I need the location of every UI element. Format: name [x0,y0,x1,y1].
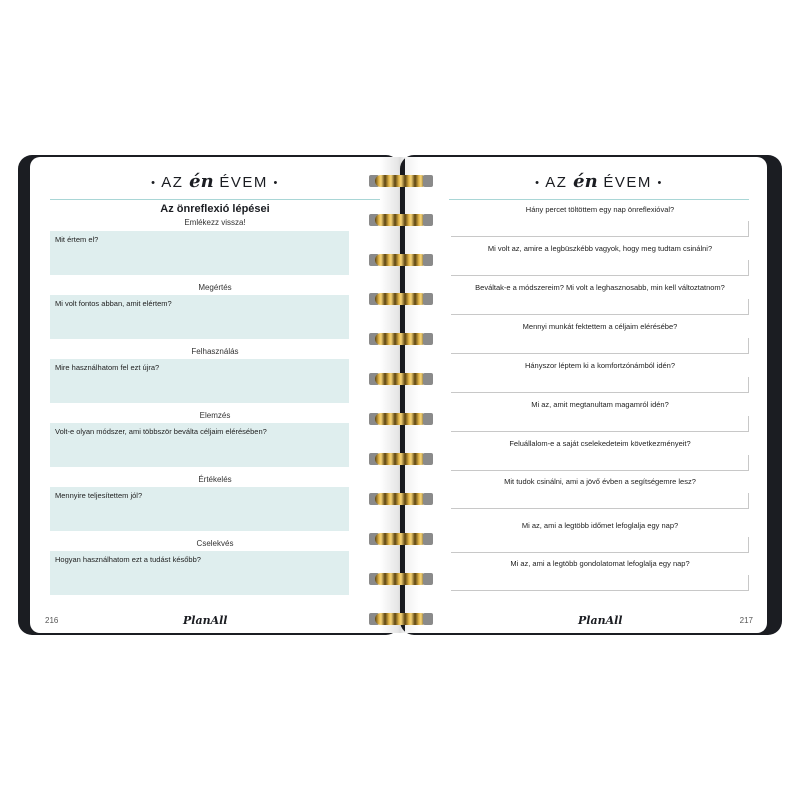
page-title: Az önreflexió lépései [160,203,270,215]
binding-ring [369,491,433,507]
answer-line[interactable] [451,537,749,553]
section-label: Megértés [198,283,232,292]
answer-line[interactable] [451,299,749,315]
planall-logo: PlanAll [183,614,228,627]
reflection-box[interactable]: Mennyire teljesítettem jól? [50,487,349,531]
reflection-box[interactable]: Mit értem el? [50,231,349,275]
question-text: Mi az, ami a legtöbb időmet lefoglalja egy nap? [521,521,679,530]
spine-shadow [380,157,420,633]
binding-ring [369,291,433,307]
binding-ring [369,212,433,228]
reflection-box[interactable]: Mire használhatom fel ezt újra? [50,359,349,403]
reflection-box[interactable]: Mi volt fontos abban, amit elértem? [50,295,349,339]
binding-ring [369,371,433,387]
planall-logo: PlanAll [578,614,623,627]
binding-ring [369,571,433,587]
answer-line[interactable] [451,416,749,432]
page-subtitle: Emlékezz vissza! [184,218,246,227]
answer-line[interactable] [451,338,749,354]
section-label: Felhasználás [191,347,239,356]
question-text: Hány percet töltöttem egy nap önreflexióval? [525,205,675,214]
answer-line[interactable] [451,493,749,509]
binding-ring [369,611,433,627]
page-header: • AZ én ÉVEM • [449,169,749,200]
question-text: Feluállalom-e a saját cselekedeteim következményeit? [509,439,691,448]
section-label: Értékelés [198,475,232,484]
answer-line[interactable] [451,377,749,393]
binding-ring [369,451,433,467]
reflection-box[interactable]: Hogyan használhatom ezt a tudást később? [50,551,349,595]
binding-ring [369,331,433,347]
right-page [405,157,767,633]
question-text: Mit tudok csinálni, ami a jövő évben a segítségemre lesz? [504,477,696,486]
answer-line[interactable] [451,221,749,237]
binding-ring [369,173,433,189]
left-page [30,157,400,633]
answer-line[interactable] [451,575,749,591]
question-text: Mi volt az, amire a legbüszkébb vagyok, hogy meg tudtam csinálni? [487,244,713,253]
binding-ring [369,411,433,427]
page-header: • AZ én ÉVEM • [50,169,380,200]
question-text: Mi az, ami a legtöbb gondolatomat lefoglalja egy nap? [510,559,690,568]
page-number: 217 [739,616,753,625]
question-text: Mi az, amit megtanultam magamról idén? [531,400,669,409]
binding-ring [369,252,433,268]
question-text: Beváltak-e a módszereim? Mi volt a leghasznosabb, min kell változtatnom? [475,283,725,292]
binding-ring [369,531,433,547]
question-text: Hányszor léptem ki a komfortzónámból idén? [524,361,676,370]
answer-line[interactable] [451,455,749,471]
answer-line[interactable] [451,260,749,276]
section-label: Elemzés [199,411,231,420]
question-text: Mennyi munkát fektettem a céljaim elérésébe? [522,322,678,331]
reflection-box[interactable]: Volt-e olyan módszer, ami többször beválta céljaim elérésében? [50,423,349,467]
page-number: 216 [45,616,59,625]
section-label: Cselekvés [196,539,234,548]
